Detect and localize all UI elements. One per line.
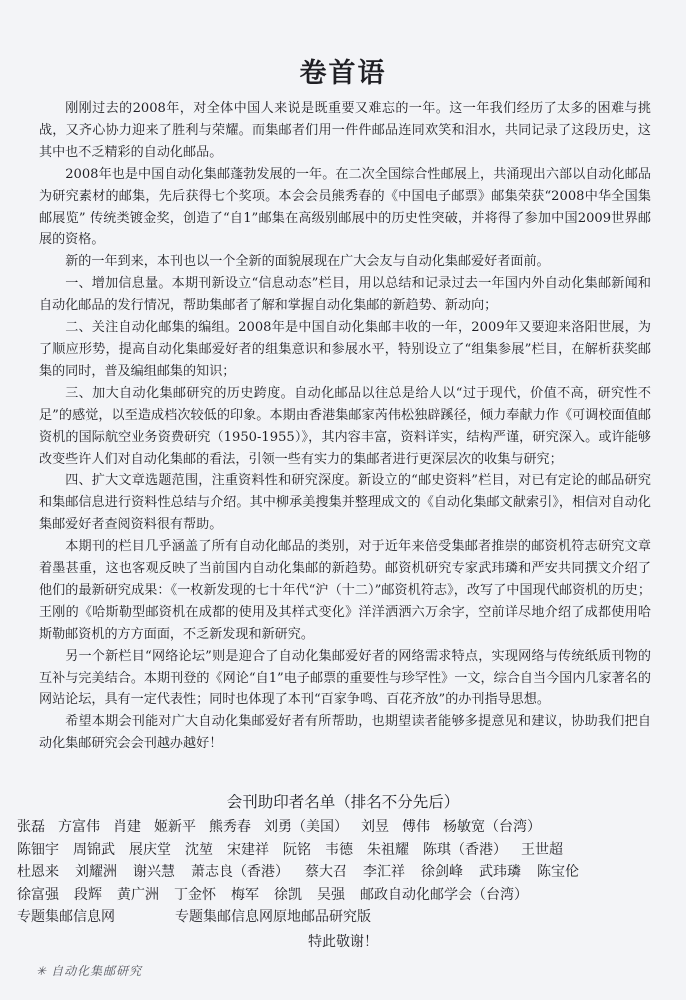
- sponsor-name: 杨敏宽（台湾）: [443, 819, 541, 835]
- sponsor-name: 武玮璘: [479, 864, 521, 880]
- sponsor-list: [0, 790, 686, 953]
- sponsor-name: 陈宝伦: [537, 864, 579, 880]
- sponsor-name: 段辉: [74, 886, 102, 903]
- sponsor-row: [17, 906, 667, 929]
- sponsor-name: 刘耀洲: [75, 864, 117, 880]
- paragraph: 另一个新栏目“网络论坛”则是迎合了自动化集邮爱好者的网络需求特点，实现网络与传统纸质刊物的互补与完美结合。本期刊登的《网论“自1”电子邮票的重要性与珍罕性》一文，综合自当今国内几家著名的网站论坛，具有一定代表性；同时也体现了本刊“百家争鸣、百花齐放”的办刊指导思想。: [39, 648, 651, 708]
- sponsor-name: 熊秀春: [209, 819, 251, 835]
- thanks-note: 特此敬谢！: [308, 933, 378, 950]
- sponsor-name: 展庆堂: [129, 841, 171, 858]
- sponsor-name: 周锦武: [73, 841, 115, 858]
- sponsor-name: 阮铭: [283, 841, 311, 858]
- paragraph: 希望本期会刊能对广大自动化集邮爱好者有所帮助，也期望读者能够多提意见和建议，协助我们把自动化集邮研究会会刊越办越好！: [39, 714, 651, 752]
- sponsor-name: 方富伟: [58, 819, 100, 835]
- sponsor-name: 萧志良（香港）: [191, 864, 289, 880]
- sponsor-name: 蔡大召: [305, 864, 347, 880]
- sponsor-name: 梅军: [231, 886, 259, 903]
- sponsor-name: 李汇祥: [363, 864, 405, 880]
- sponsor-name: 傅伟: [402, 819, 430, 835]
- sponsor-name: 沈堃: [185, 841, 213, 858]
- sponsor-name: 徐富强: [17, 886, 59, 903]
- paragraph: 刚刚过去的2008年，对全体中国人来说是既重要又难忘的一年。这一年我们经历了太多的困难与挑战，又齐心协力迎来了胜利与荣耀。而集邮者们用一件件邮品连同欢笑和泪水，共同记录了这段历史，这其中也不乏精彩的自动化邮品。: [39, 101, 651, 160]
- sponsor-name: 朱祖耀: [367, 841, 409, 858]
- sponsor-name: 宋建祥: [227, 841, 269, 858]
- sponsor-list-heading: 会刊助印者名单（排名不分先后）: [226, 793, 460, 811]
- sponsor-name: 徐凯: [274, 886, 302, 903]
- sponsor-row: [17, 861, 667, 884]
- sponsor-name: 刘勇（美国）: [264, 819, 348, 835]
- sponsor-names: [17, 816, 667, 929]
- sponsor-name: 肖建: [113, 819, 141, 835]
- sponsor-name: 韦德: [325, 841, 353, 858]
- sponsor-name: 杜恩来: [17, 864, 59, 880]
- paragraph: 本期刊的栏目几乎涵盖了所有自动化邮品的类别，对于近年来倍受集邮者推崇的邮资机符志研究文章着墨甚重，这也客观反映了当前国内自动化集邮的新趋势。邮资机研究专家武玮璘和严安共同撰文介绍了他们的最新研究成果：《一枚新发现的七十年代“沪（十二）”邮资机符志》，改写了中国现代邮资机的历史；王刚的《哈斯勒型邮资机在成都的使用及其样式变化》洋洋洒洒六万余字，空前详尽地介绍了成都使用哈斯勒邮资机的方方面面，不乏新发现和新研究。: [39, 539, 651, 642]
- sponsor-name: 丁金怀: [174, 886, 216, 903]
- sponsor-name: 陈钿宇: [17, 841, 59, 858]
- sponsor-name: 徐剑峰: [421, 864, 463, 880]
- sponsor-name: 专题集邮信息网: [17, 909, 115, 925]
- editorial-body: [39, 98, 651, 755]
- page-title: 卷首语: [299, 58, 387, 89]
- sponsor-name: 专题集邮信息网原地邮品研究版: [175, 909, 371, 925]
- sponsor-name: 邮政自动化邮学会（台湾）: [360, 886, 528, 903]
- sponsor-name: 谢兴慧: [133, 864, 175, 880]
- sponsor-name: 姬新平: [154, 819, 196, 835]
- sponsor-row: [17, 816, 667, 839]
- sponsor-row: [17, 839, 667, 862]
- sponsor-row: [17, 884, 667, 907]
- sponsor-name: 黄广洲: [117, 886, 159, 903]
- sponsor-name: 王世超: [521, 841, 563, 858]
- paragraph: 三、加大自动化集邮研究的历史跨度。自动化邮品以往总是给人以“过于现代，价值不高，研究性不足”的感觉，以至造成档次较低的印象。本期由香港集邮家芮伟松独辟蹊径，倾力奉献力作《可调校面值邮资机的国际航空业务资费研究（1950-1955）》，其内容丰富，资料详实，结构严谨，研究深入。或许能够改变些许人们对自动化集邮的看法，引领一些有实力的集邮者进行更深层次的收集与研究；: [39, 385, 651, 467]
- paragraph: 2008年也是中国自动化集邮蓬勃发展的一年。在二次全国综合性邮展上，共涌现出六部以自动化邮品为研究素材的邮集，先后获得七个奖项。本会会员熊秀春的《中国电子邮票》邮集荣获“2008中华全国集邮展览” 传统类镀金奖，创造了“自1”邮集在高级别邮展中的历史性突破，并将得了参加中国2009世界邮展的资格。: [39, 166, 651, 248]
- paragraph: 一、增加信息量。本期刊新设立“信息动态”栏目，用以总结和记录过去一年国内外自动化集邮新闻和自动化邮品的发行情况，帮助集邮者了解和掌握自动化集邮的新趋势、新动向；: [39, 276, 651, 314]
- paragraph: 新的一年到来，本刊也以一个全新的面貌展现在广大会友与自动化集邮爱好者面前。: [65, 254, 550, 270]
- sponsor-name: 刘昱: [361, 819, 389, 835]
- sponsor-name: 张磊: [17, 819, 45, 835]
- sponsor-name: 陈琪（香港）: [423, 841, 507, 858]
- star-icon: ✳: [36, 964, 48, 978]
- paragraph: 二、关注自动化邮集的编组。2008年是中国自动化集邮丰收的一年，2009年又要迎来洛阳世展，为了顺应形势，提高自动化集邮爱好者的组集意识和参展水平，特别设立了“组集参展”栏目，在解析获奖邮集的同时，普及编组邮集的知识；: [39, 320, 651, 379]
- footer-journal-name: [36, 962, 142, 979]
- footer-label: 自动化集邮研究: [51, 964, 143, 978]
- paragraph: 四、扩大文章选题范围，注重资料性和研究深度。新设立的“邮史资料”栏目，对已有定论的邮品研究和集邮信息进行资料性总结与介绍。其中柳承美搜集并整理成文的《自动化集邮文献索引》，相信对自动化集邮爱好者查阅资料很有帮助。: [39, 473, 651, 533]
- sponsor-name: 吴强: [317, 886, 345, 903]
